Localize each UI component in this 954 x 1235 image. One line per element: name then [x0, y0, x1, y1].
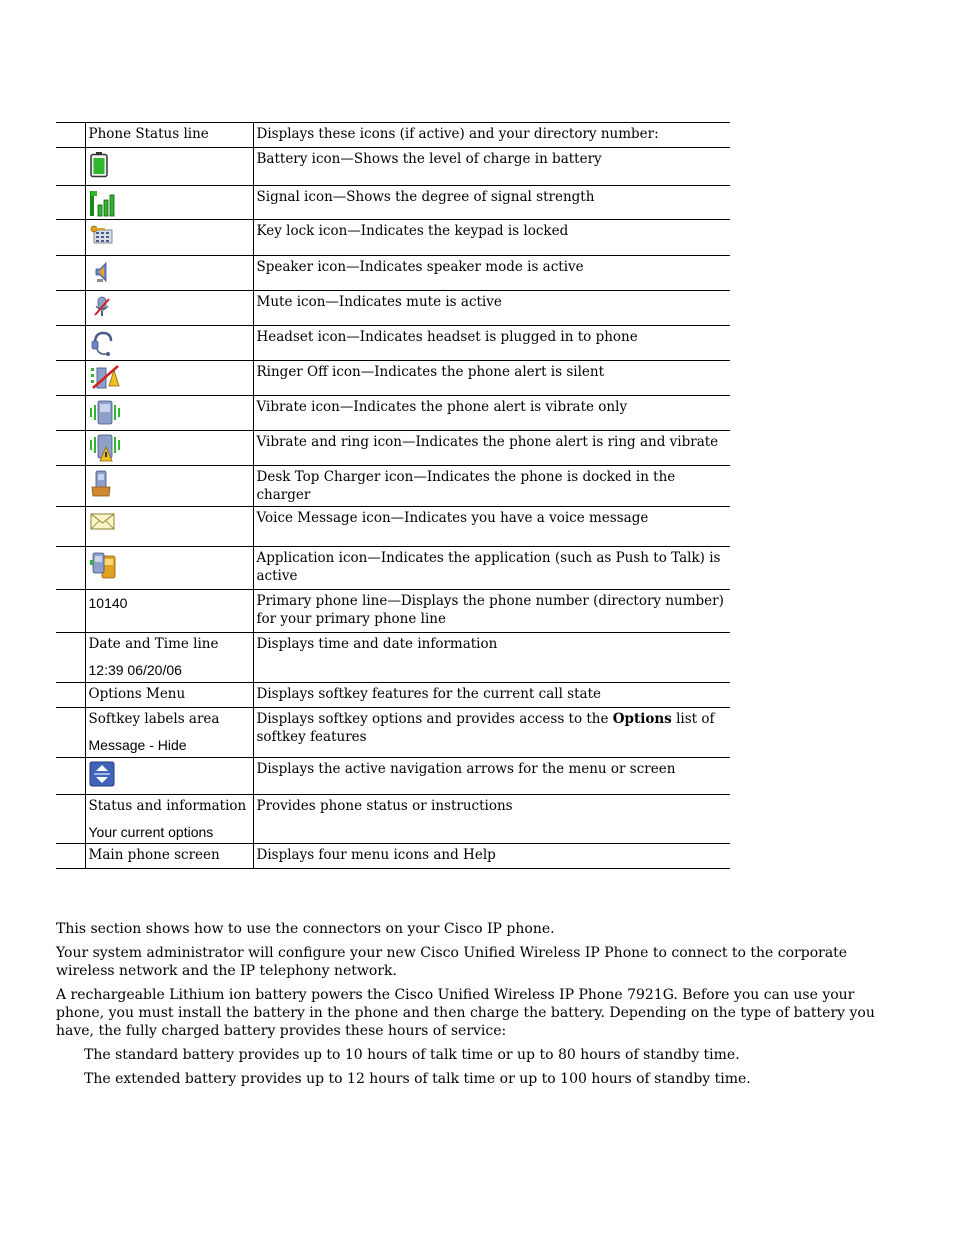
- row-description: Displays time and date information: [256, 636, 498, 652]
- row-description: Application icon—Indicates the application (such as Push to Talk) is active: [256, 550, 721, 584]
- table-row: [56, 291, 730, 326]
- row-description: Mute icon—Indicates mute is active: [256, 294, 502, 310]
- screen-elements-table: [56, 122, 730, 869]
- table-row: [56, 590, 730, 633]
- body-paragraph: Your system administrator will configure your new Cisco Unified Wireless IP Phone to connect to the corporate wireless network and the IP telephony network.: [56, 945, 848, 979]
- row-sample-value: Message - Hide: [88, 737, 187, 753]
- row-description: Voice Message icon—Indicates you have a voice message: [256, 510, 649, 526]
- row-description: Battery icon—Shows the level of charge in battery: [256, 151, 602, 167]
- options-keyword: Options: [612, 711, 672, 727]
- mute-icon: [89, 294, 115, 320]
- table-row: [56, 431, 730, 466]
- vibrate-ring-icon: [89, 434, 121, 463]
- table-row: [56, 758, 730, 795]
- row-description: Desk Top Charger icon—Indicates the phone is docked in the charger: [256, 469, 676, 503]
- row-description: Displays softkey options and provides access to the Options list of softkey features: [256, 711, 715, 745]
- table-row: [56, 148, 730, 186]
- row-description: Signal icon—Shows the degree of signal strength: [256, 189, 595, 205]
- table-row: [56, 123, 730, 148]
- row-sample-value: Your current options: [88, 824, 214, 840]
- body-paragraph: This section shows how to use the connectors on your Cisco IP phone.: [56, 921, 555, 937]
- table-row: [56, 547, 730, 590]
- row-description: Provides phone status or instructions: [256, 798, 513, 814]
- battery-icon: [89, 151, 109, 178]
- row-description: Ringer Off icon—Indicates the phone alert is silent: [256, 364, 605, 380]
- row-description: Speaker icon—Indicates speaker mode is active: [256, 259, 584, 275]
- row-description: Headset icon—Indicates headset is plugged in to phone: [256, 329, 638, 345]
- row-description: Displays the active navigation arrows for the menu or screen: [256, 761, 676, 777]
- row-label: Phone Status line: [88, 126, 209, 142]
- table-row: [56, 396, 730, 431]
- table-row: [56, 708, 730, 758]
- row-description: Primary phone line—Displays the phone number (directory number) for your primary phone line: [256, 593, 724, 627]
- table-row: [56, 795, 730, 844]
- ringer-off-icon: [89, 364, 121, 391]
- table-row: [56, 326, 730, 361]
- application-icon: [89, 550, 119, 580]
- speaker-icon: [89, 259, 115, 285]
- row-sample-value: 12:39 06/20/06: [88, 662, 182, 678]
- table-row: [56, 844, 730, 869]
- row-label: Softkey labels area: [88, 711, 220, 727]
- bullet-item: The extended battery provides up to 12 hours of talk time or up to 100 hours of standby time.: [84, 1071, 751, 1087]
- body-paragraph: A rechargeable Lithium ion battery powers the Cisco Unified Wireless IP Phone 7921G. Before you can use your phone, you must install the battery in the phone and then charge the battery. Depending on the type of battery you have, the fully charged battery provides these hours of service:: [56, 987, 875, 1039]
- row-label: Main phone screen: [88, 847, 220, 863]
- row-sample-value: 10140: [88, 595, 128, 611]
- row-label: Options Menu: [88, 686, 186, 702]
- row-label: Status and information: [88, 798, 247, 814]
- navigation-arrows-icon: [89, 761, 115, 787]
- table-row: [56, 683, 730, 708]
- table-row: [56, 507, 730, 547]
- row-description: Key lock icon—Indicates the keypad is locked: [256, 223, 569, 239]
- voice-message-icon: [89, 510, 117, 532]
- bullet-item: The standard battery provides up to 10 hours of talk time or up to 80 hours of standby time.: [84, 1047, 740, 1063]
- row-description: Vibrate and ring icon—Indicates the phone alert is ring and vibrate: [256, 434, 719, 450]
- table-row: [56, 256, 730, 291]
- table-row: [56, 220, 730, 256]
- table-row: [56, 466, 730, 507]
- key-lock-icon: [89, 223, 115, 245]
- row-description: Displays these icons (if active) and your directory number:: [256, 126, 659, 142]
- desktop-charger-icon: [89, 469, 113, 497]
- row-description: Displays softkey features for the current call state: [256, 686, 601, 702]
- row-description: Displays four menu icons and Help: [256, 847, 496, 863]
- vibrate-icon: [89, 399, 121, 426]
- table-row: [56, 186, 730, 220]
- headset-icon: [89, 329, 117, 357]
- table-row: [56, 633, 730, 683]
- row-label: Date and Time line: [88, 636, 219, 652]
- table-row: [56, 361, 730, 396]
- row-description: Vibrate icon—Indicates the phone alert is vibrate only: [256, 399, 628, 415]
- signal-icon: [89, 189, 119, 217]
